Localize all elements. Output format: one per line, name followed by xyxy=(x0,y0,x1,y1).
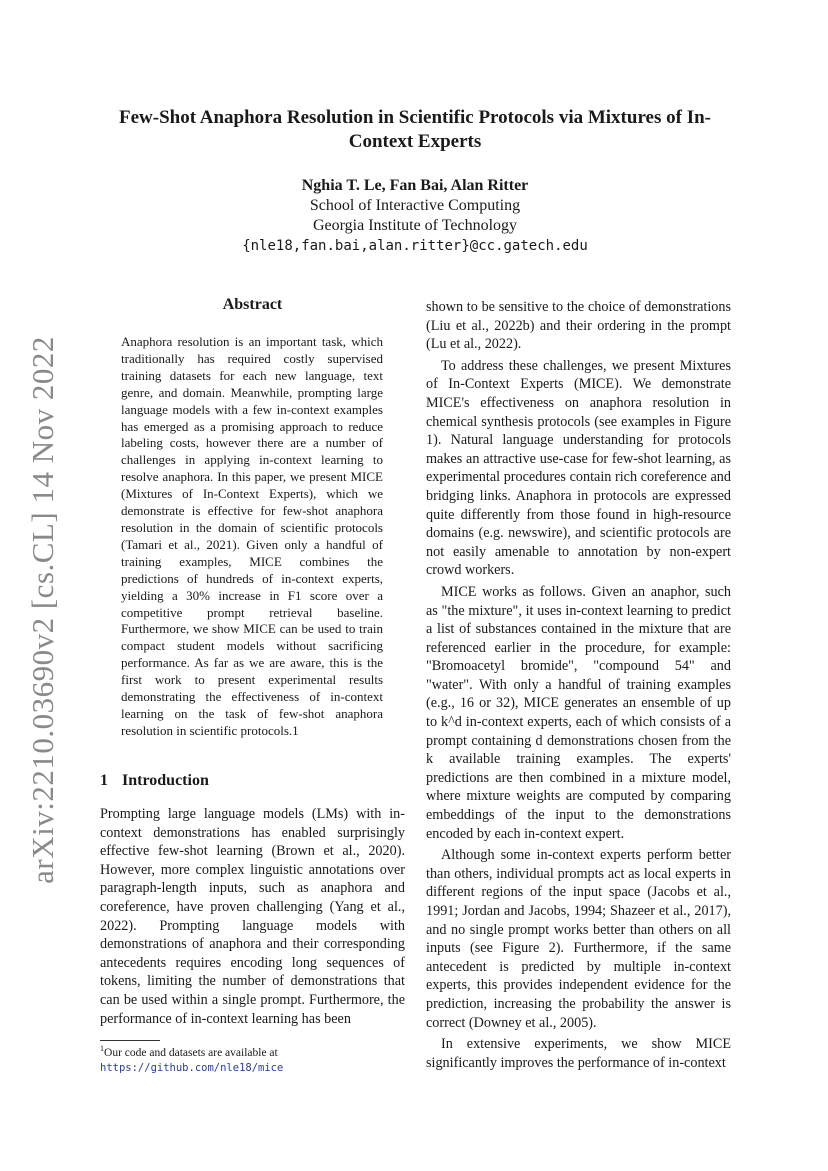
author-block xyxy=(100,176,730,256)
author-names: Nghia T. Le, Fan Bai, Alan Ritter xyxy=(301,177,529,194)
intro-paragraph: Prompting large language models (LMs) with in-context demonstrations has enabled surprisingly effective few-shot learning (Brown et al., 2020). However, more complex linguistic annotations over paragraph-length inputs, such as anaphora and coreference, have proven challenging (Yang et al., 2022). Prompting language models with demonstrations of anaphora and their corresponding antecedents requires encoding long sequences of tokens, limiting the number of demonstrations that can be used within a single prompt. Furthermore, the performance of in-context learning has been xyxy=(100,806,405,1027)
footnote xyxy=(100,1046,410,1076)
abstract-body: Anaphora resolution is an important task, which traditionally has required costly supervised training datasets for each new language, text genre, and domain. Meanwhile, prompting large language models with a few in-context examples has emerged as a promising approach to reduce labeling costs, however there are a number of challenges in applying in-context learning to resolve anaphora. In this paper, we present MICE (Mixtures of In-Context Experts), which we demonstrate is effective for few-shot anaphora resolution in the domain of scientific protocols (Tamari et al., 2021). Given only a handful of training examples, MICE combines the predictions of hundreds of in-context experts, yielding a 30% increase in F1 score over a competitive prompt retrieval baseline. Furthermore, we show MICE can be used to train compact student models without sacrificing performance. As far as we are aware, this is the first work to present experimental results demonstrating the effectiveness of in-context learning on the task of few-shot anaphora resolution in scientific protocols.1 xyxy=(121,334,383,738)
footnote-rule xyxy=(100,1040,160,1041)
footnote-mark: 1 xyxy=(100,1044,105,1054)
author-institution: Georgia Institute of Technology xyxy=(312,217,518,234)
right-paragraph-4: Although some in-context experts perform better than others, individual prompts act as local experts in different regions of the input space (Jacobs et al., 1991; Jordan and Jacobs, 1994; Shazeer et al., 2017), and no single prompt works better than others on all inputs (see Figure 2). Furthermore, if the same antecedent is predicted by multiple in-context experts, this provides independent evidence for the prediction, increasing the probability the answer is correct (Downey et al., 2005). xyxy=(426,847,731,1031)
section-heading xyxy=(100,772,209,790)
author-school: School of Interactive Computing xyxy=(309,197,521,214)
right-paragraph-2: To address these challenges, we present Mixtures of In-Context Experts (MICE). We demonstrate MICE's effectiveness on anaphora resolution in chemical synthesis protocols (see examples in Figure 1). Natural language understanding for protocols makes an attractive use-case for few-shot learning, as experimental procedures contain rich coreference and bridging links. Anaphora in protocols are expressed quite differently from those found in high-resource domains (e.g. newswire), and scientific protocols are not easily amenable to annotation by non-expert crowd workers. xyxy=(426,357,731,579)
intro-right-column xyxy=(426,298,731,1072)
right-paragraph-5: In extensive experiments, we show MICE significantly improves the performance of in-context xyxy=(426,1036,731,1071)
right-paragraph-1: shown to be sensitive to the choice of demonstrations (Liu et al., 2022b) and their ordering in the prompt (Lu et al., 2022). xyxy=(426,299,731,353)
section-number: 1 xyxy=(100,772,108,789)
abstract-heading: Abstract xyxy=(222,296,283,313)
author-email: {nle18,fan.bai,alan.ritter}@cc.gatech.edu xyxy=(242,238,588,254)
footnote-link[interactable]: https://github.com/nle18/mice xyxy=(100,1062,284,1074)
arxiv-stamp: arXiv:2210.03690v2 [cs.CL] 14 Nov 2022 xyxy=(25,336,60,884)
paper-title: Few-Shot Anaphora Resolution in Scientific Protocols via Mixtures of In-Context Experts xyxy=(119,107,711,152)
right-paragraph-3: MICE works as follows. Given an anaphor, such as "the mixture", it uses in-context learning to predict a list of substances contained in the mixture that are referenced earlier in the procedure, for example: "Bromoacetyl bromide", "compound 54" and "water". With only a handful of training examples (e.g., 16 or 32), MICE generates an ensemble of up to k^d in-context experts, each of which consists of a prompt containing d demonstrations chosen from the k available training examples. The experts' predictions are then combined in a mixture model, where mixture weights are computed by comparing embeddings of the input to the demonstrations encoded by each in-context expert. xyxy=(426,583,731,842)
section-title: Introduction xyxy=(122,772,209,789)
intro-left-column xyxy=(100,805,405,1028)
footnote-text: Our code and datasets are available at xyxy=(104,1047,278,1059)
